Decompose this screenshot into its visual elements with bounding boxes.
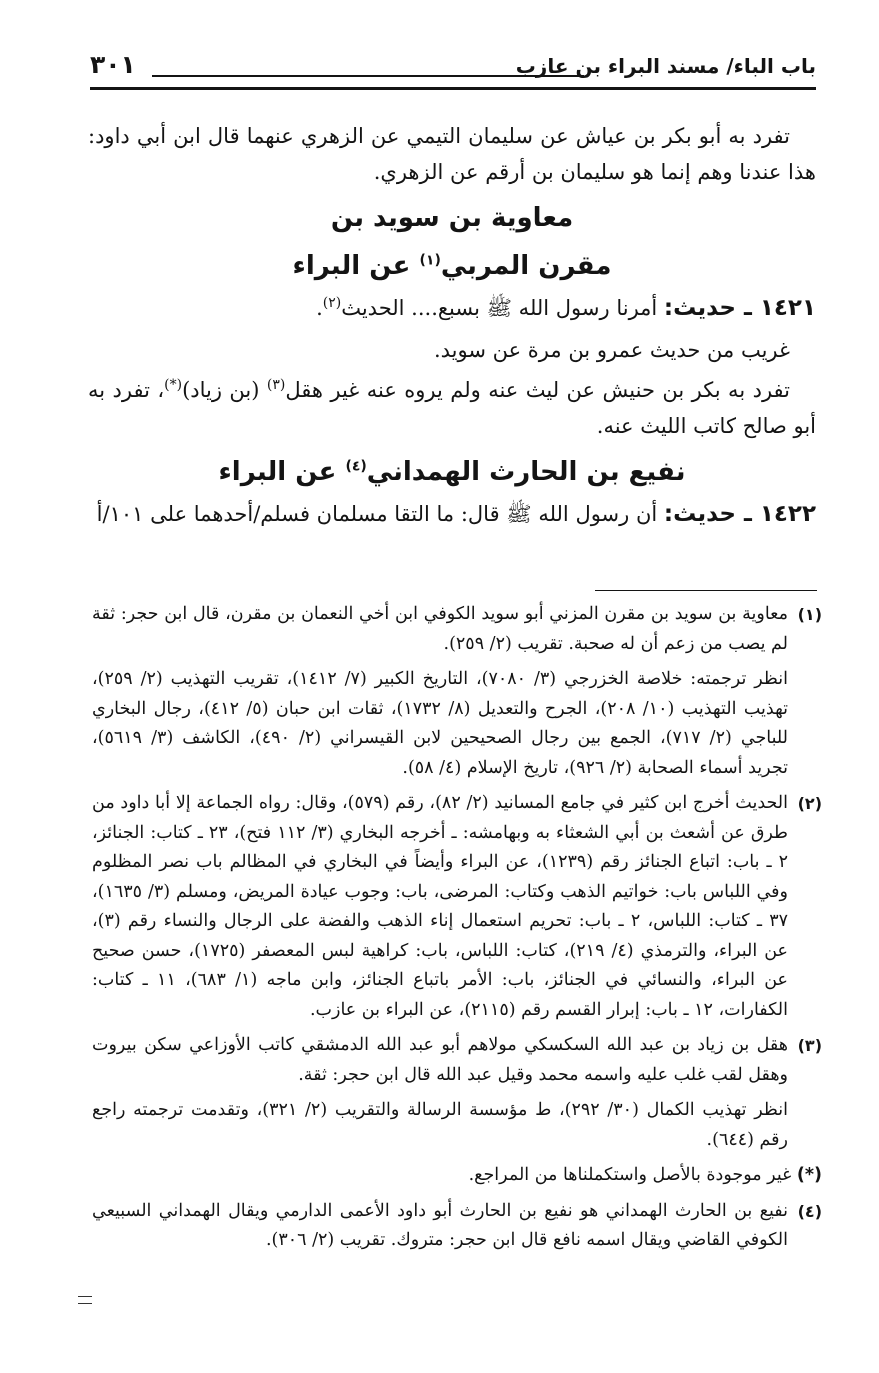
footnote-1	[92, 600, 822, 783]
hadith-1422	[88, 496, 816, 532]
intro-paragraph	[88, 118, 816, 190]
page-number: ٣٠١	[90, 50, 136, 79]
section-title-nufay	[88, 448, 816, 496]
footnote-1-number: (١)	[797, 605, 822, 624]
footnote-4-number: (٤)	[797, 1201, 822, 1221]
footnote-4	[92, 1197, 822, 1256]
intro-line-2: داود: هذا عندنا وهم إنما هو سليمان بن أرقم عن الزهري.	[88, 124, 816, 184]
section-title-nufay-source: عن البراء	[218, 457, 346, 487]
header-line	[152, 75, 584, 77]
hadith-1422-number: ١٤٢٢ ـ حديث:	[663, 501, 816, 527]
note-tafarrud	[88, 372, 816, 444]
footnote-star-mark: (*)	[796, 1165, 822, 1185]
hadith-1421-end: .	[316, 296, 323, 320]
footnote-3-bio: هقل بن زياد بن عبد الله السكسكي مولاهم أبو عبد الله الدمشقي كاتب الأوزاعي سكن بيروت وهقل لقب غلب عليه واسمه محمد وقيل عبد الله قال ابن حجر: ثقة.	[92, 1035, 788, 1085]
footnote-2-takhrij: الحديث أخرج ابن كثير في جامع المسانيد (٢/ ٨٢)، رقم (٥٧٩)، وقال: رواه الجماعة إلا أبا داود من طرق عن أشعث بن أبي الشعثاء به وبهامشه: ـ أخرجه البخاري (٣/ ١١٢ فتح)، ٢٣ ـ كتاب: الجنائز، ٢ ـ باب: اتباع الجنائز رقم (١٢٣٩)، عن البراء وأيضاً في البخاري في المظالم باب نصر المظلوم وفي اللباس باب: خواتيم الذهب وكتاب: المرضى، باب: وجوب عيادة المريض، ومسلم (٣/ ١٦٣٥)، ٣٧ ـ كتاب: اللباس، ٢ ـ باب: تحريم استعمال إناء الذهب والفضة على الرجال والنساء رقم (٣)، عن البراء، والترمذي (٤/ ٢١٩)، كتاب: اللباس، باب: كراهية لبس المعصفر (١٧٢٥)، حسن صحيح عن البراء، والنسائي في الجنائز، باب: الأمر باتباع الجنائز، وابن ماجه (١/ ٦٨٣)، ١١ ـ كتاب: الكفارات، ١٢ ـ باب: إبرار القسم رقم (٢١١٥)، عن البراء بن عازب.	[92, 793, 788, 1020]
footnote-2-number: (٢)	[797, 794, 822, 813]
section-title-muawiya-name: مقرن المربي	[440, 251, 612, 281]
footnote-3-number: (٣)	[797, 1036, 822, 1055]
hadith-1421	[88, 290, 816, 326]
section-title-muawiya-line-2	[88, 242, 816, 290]
header-rule	[90, 87, 816, 90]
note-tafarrud-text-b: (بن زياد)	[182, 378, 267, 402]
footnote-ref-3: (٣)	[266, 377, 286, 393]
footnote-separator	[595, 590, 817, 591]
chapter-title: باب الباء/ مسند البراء بن عازب	[515, 54, 816, 78]
footnote-ref-2: (٢)	[322, 295, 342, 311]
footnote-1-references: انظر ترجمته: خلاصة الخزرجي (٣/ ٧٠٨٠)، التاريخ الكبير (٧/ ١٤١٢)، تقريب التهذيب (٢/ ٢٥٩)، تهذيب التهذيب (١٠/ ٢٠٨)، الجرح والتعديل (٨/ ١٧٣٢)، ثقات ابن حبان (٥/ ٤١٢)، رجال البخاري للباجي (٢/ ٧١٧)، الجمع بين رجال الصحيحين لابن القيسراني (٢/ ٤٩٠)، الكاشف (٣/ ٥٦١٩)، تجريد أسماء الصحابة (٢/ ٩٢٦)، تاريخ الإسلام (٤/ ٥٨).	[92, 669, 789, 778]
intro-line-1: تفرد به أبو بكر بن عياش عن سليمان التيمي عن الزهري عنهما قال ابن أبي	[136, 124, 790, 148]
hadith-1421-number: ١٤٢١ ـ حديث:	[663, 295, 816, 321]
note-gharib: غريب من حديث عمرو بن مرة عن سويد.	[433, 338, 790, 362]
footnote-star-text: غير موجودة بالأصل واستكملناها من المراجع.	[468, 1165, 797, 1185]
hadith-1422-text: أن رسول الله ﷺ قال: ما التقا مسلمان فسلم/أحدهما على ١٠١/أ	[96, 502, 658, 526]
main-text	[88, 118, 816, 532]
footnotes	[92, 600, 822, 1262]
note-tafarrud-text-c: ، تفرد به أبو صالح كاتب الليث عنه.	[88, 378, 816, 438]
section-title-muawiya-source: عن البراء	[292, 251, 411, 281]
note-tafarrud-text-a: تفرد به بكر بن حنيش عن ليث عنه ولم يروه عنه غير هقل	[285, 378, 790, 402]
footnote-2	[92, 789, 822, 1025]
footnote-4-bio: نفيع بن الحارث الهمداني هو نفيع بن الحارث أبو داود الأعمى الدارمي ويقال الهمداني السبيعي الكوفي القاضي ويقال اسمه نافع قال ابن حجر: متروك. تقريب (٢/ ٣٠٦).	[92, 1200, 788, 1250]
footnote-3-references: انظر تهذيب الكمال (٣٠/ ٢٩٢)، ط مؤسسة الرسالة والتقريب (٢/ ٣٢١)، وتقدمت ترجمته راجع رقم (٦٤٤).	[92, 1100, 788, 1150]
margin-mark	[78, 1296, 92, 1304]
section-title-nufay-name: نفيع بن الحارث الهمداني	[366, 457, 686, 487]
footnote-ref-1: (١)	[419, 252, 441, 269]
hadith-1421-text: أمرنا رسول الله ﷺ بسبع.... الحديث	[341, 296, 658, 320]
footnote-ref-star: (*)	[164, 377, 183, 393]
section-title-muawiya-line-1: معاوية بن سويد بن	[330, 203, 574, 233]
footnote-1-bio: معاوية بن سويد بن مقرن المزني أبو سويد الكوفي ابن أخي النعمان بن مقرن، قال ابن حجر: ثقة لم يصب من زعم أن له صحبة. تقريب (٢/ ٢٥٩).	[92, 604, 788, 654]
running-header	[90, 50, 816, 88]
footnote-3	[92, 1031, 822, 1155]
footnote-star	[92, 1161, 822, 1191]
footnote-ref-4: (٤)	[345, 458, 367, 475]
